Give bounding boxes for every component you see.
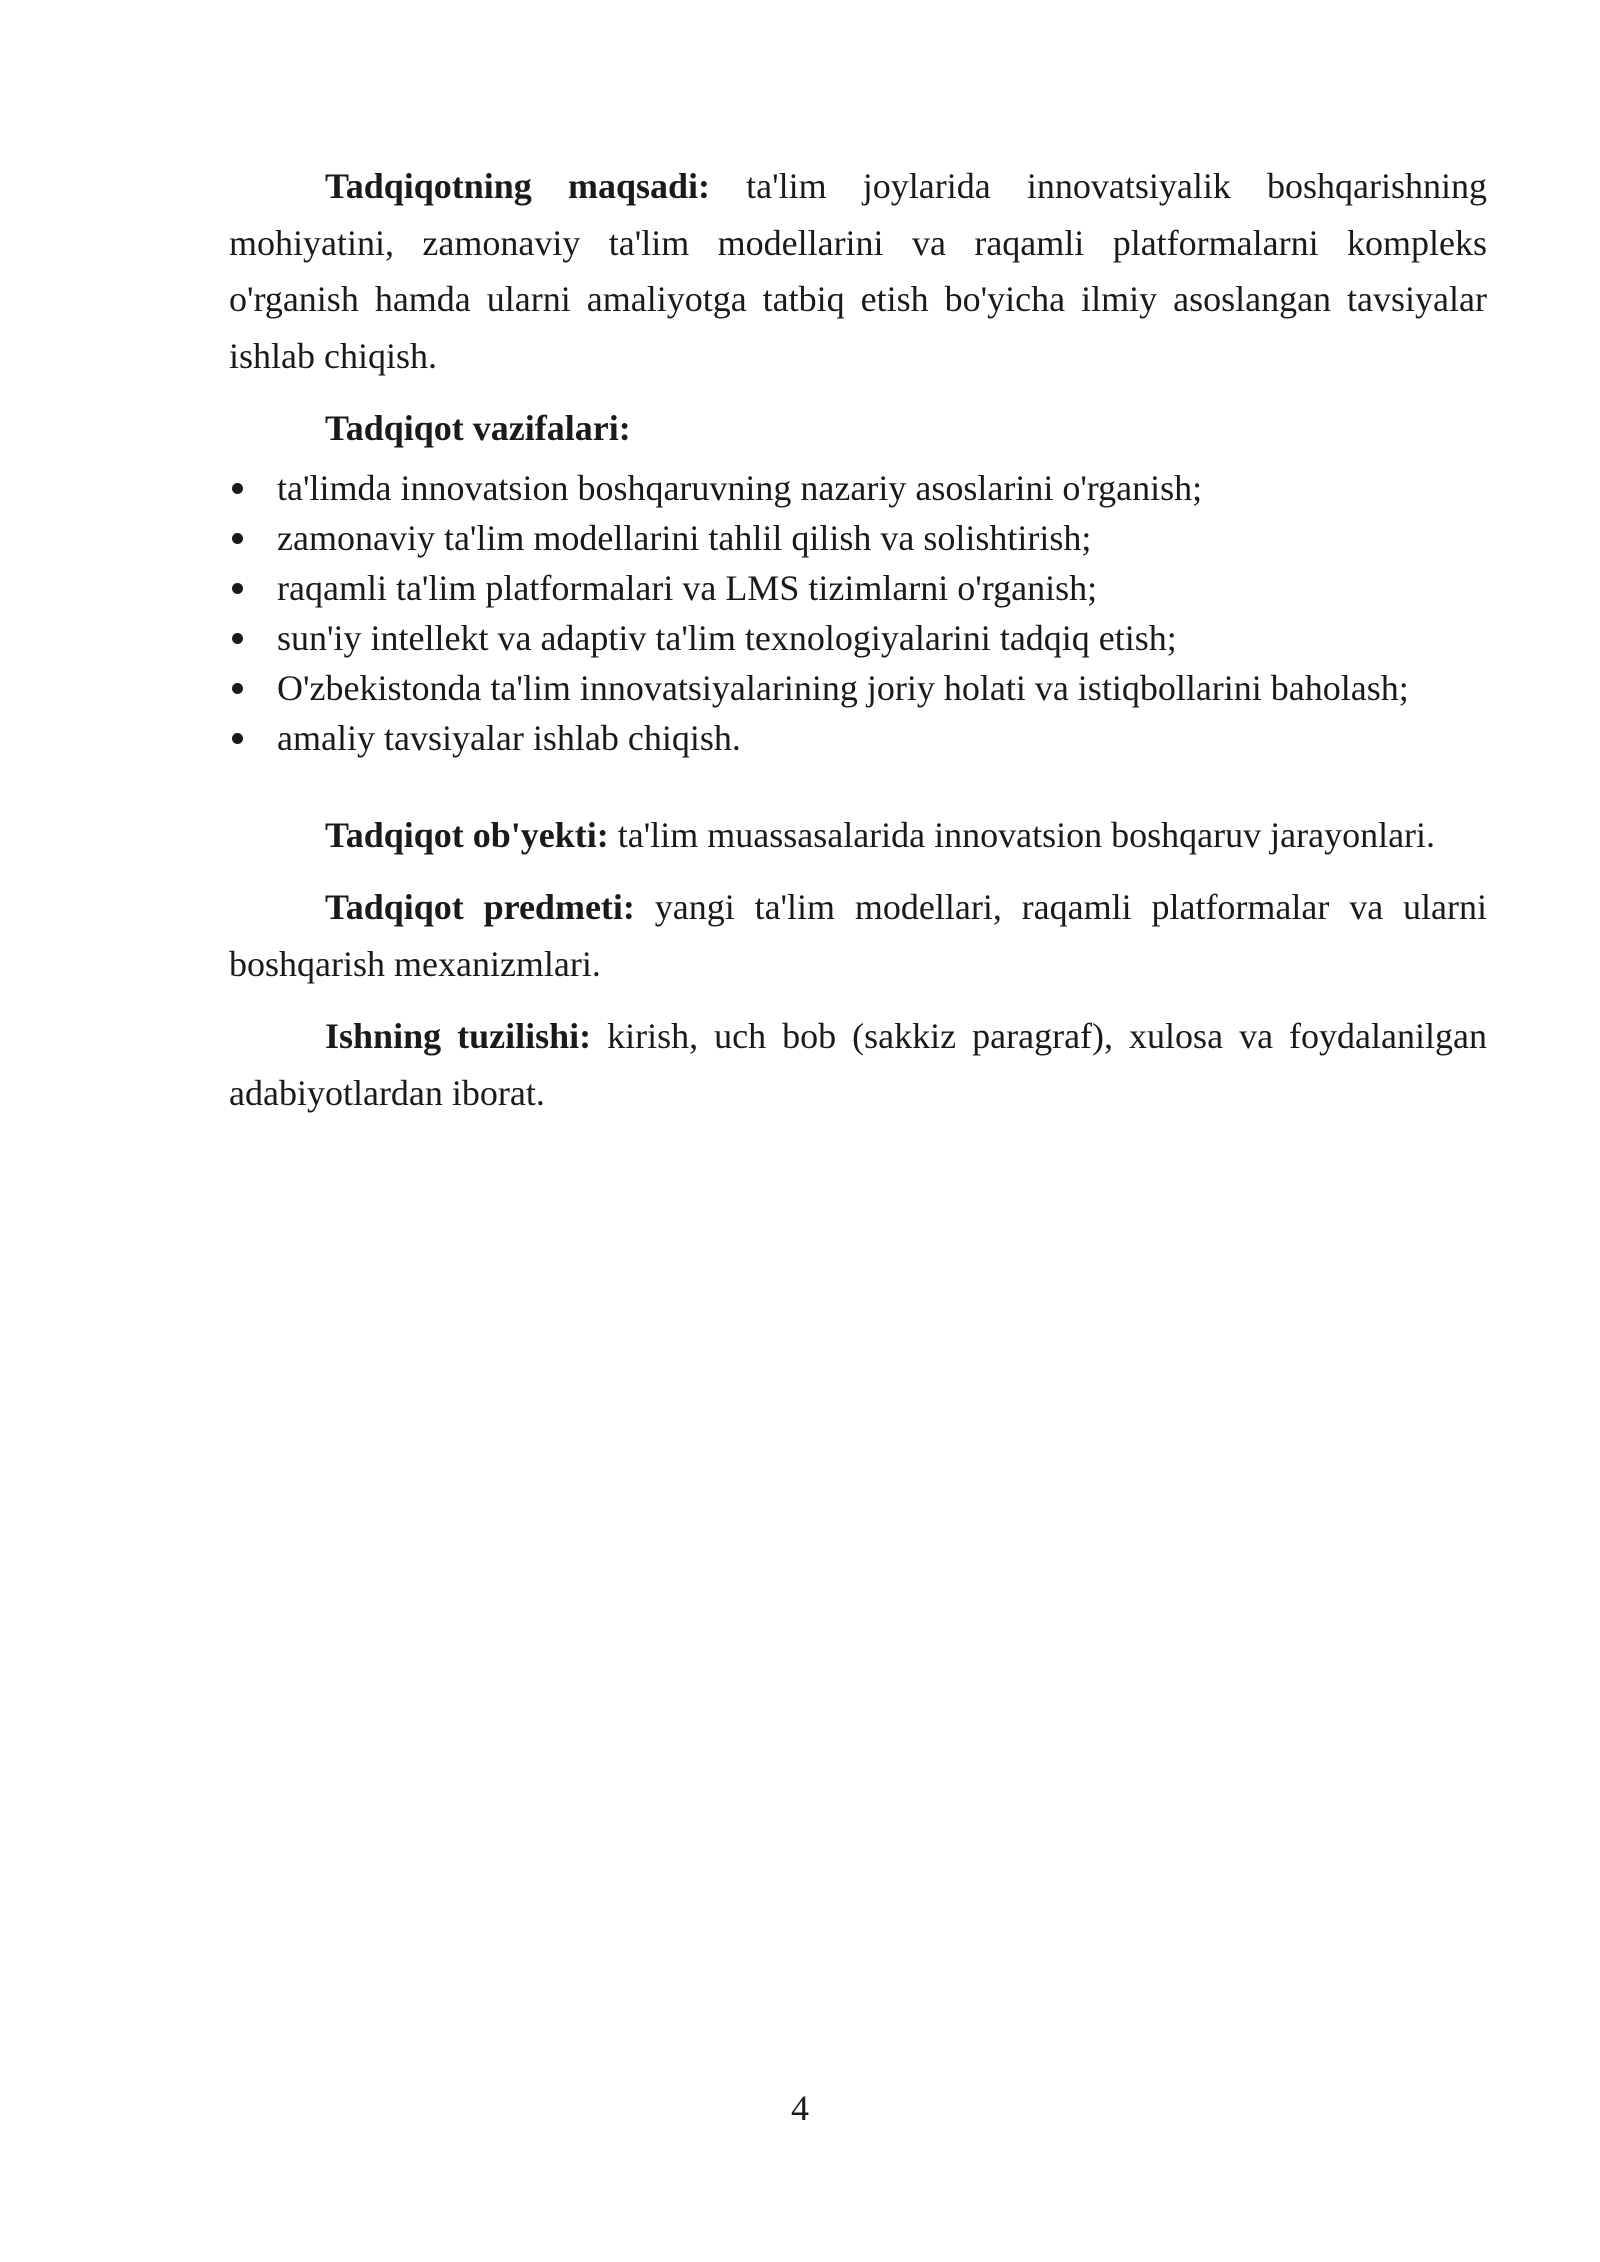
bullet-icon <box>232 633 243 644</box>
tasks-heading: Tadqiqot vazifalari: <box>325 408 631 448</box>
page-number: 4 <box>791 2088 809 2128</box>
list-item-text: sun'iy intellekt va adaptiv ta'lim texnologiyalarini tadqiq etish; <box>277 617 1177 658</box>
list-item <box>229 663 1487 713</box>
list-item <box>229 613 1487 663</box>
structure-label: Ishning tuzilishi: <box>325 1016 592 1056</box>
list-item <box>229 563 1487 613</box>
list-item-text: amaliy tavsiyalar ishlab chiqish. <box>277 717 741 758</box>
purpose-label: Tadqiqotning maqsadi: <box>325 166 710 206</box>
structure-text: kirish, uch bob (sakkiz paragraf), xulosa va foydalanilgan adabiyotlardan iborat. <box>229 1016 1487 1113</box>
bullet-icon <box>232 583 243 594</box>
bullet-icon <box>232 533 243 544</box>
list-item-text: O'zbekistonda ta'lim innovatsiyalarining joriy holati va istiqbollarini baholash; <box>277 667 1409 708</box>
bullet-icon <box>232 733 243 744</box>
list-item <box>229 513 1487 563</box>
subject-paragraph <box>229 879 1487 992</box>
bullet-icon <box>232 483 243 494</box>
page-content <box>229 158 1487 1121</box>
list-item <box>229 713 1487 763</box>
subject-text: yangi ta'lim modellari, raqamli platformalar va ularni boshqarish mexanizmlari. <box>229 887 1487 984</box>
list-item-text: zamonaviy ta'lim modellarini tahlil qilish va solishtirish; <box>277 517 1092 558</box>
list-item <box>229 463 1487 513</box>
object-label: Tadqiqot ob'yekti: <box>325 814 609 855</box>
list-item-text: raqamli ta'lim platformalari va LMS tizimlarni o'rganish; <box>277 567 1098 608</box>
purpose-text: ta'lim joylarida innovatsiyalik boshqarishning mohiyatini, zamonaviy ta'lim modellarini va raqamli platformalarni kompleks o'rganish hamda ularni amaliyotga tatbiq etish bo'yicha ilmiy asoslangan tavsiyalar ishlab chiqish. <box>229 166 1488 376</box>
structure-paragraph <box>229 1008 1487 1121</box>
purpose-paragraph <box>229 158 1487 384</box>
tasks-list <box>229 463 1487 763</box>
subject-label: Tadqiqot predmeti: <box>325 887 635 927</box>
list-item-text: ta'limda innovatsion boshqaruvning nazariy asoslarini o'rganish; <box>277 467 1203 508</box>
object-paragraph <box>229 807 1487 864</box>
object-text: ta'lim muassasalarida innovatsion boshqaruv jarayonlari. <box>608 814 1436 855</box>
bullet-icon <box>232 683 243 694</box>
